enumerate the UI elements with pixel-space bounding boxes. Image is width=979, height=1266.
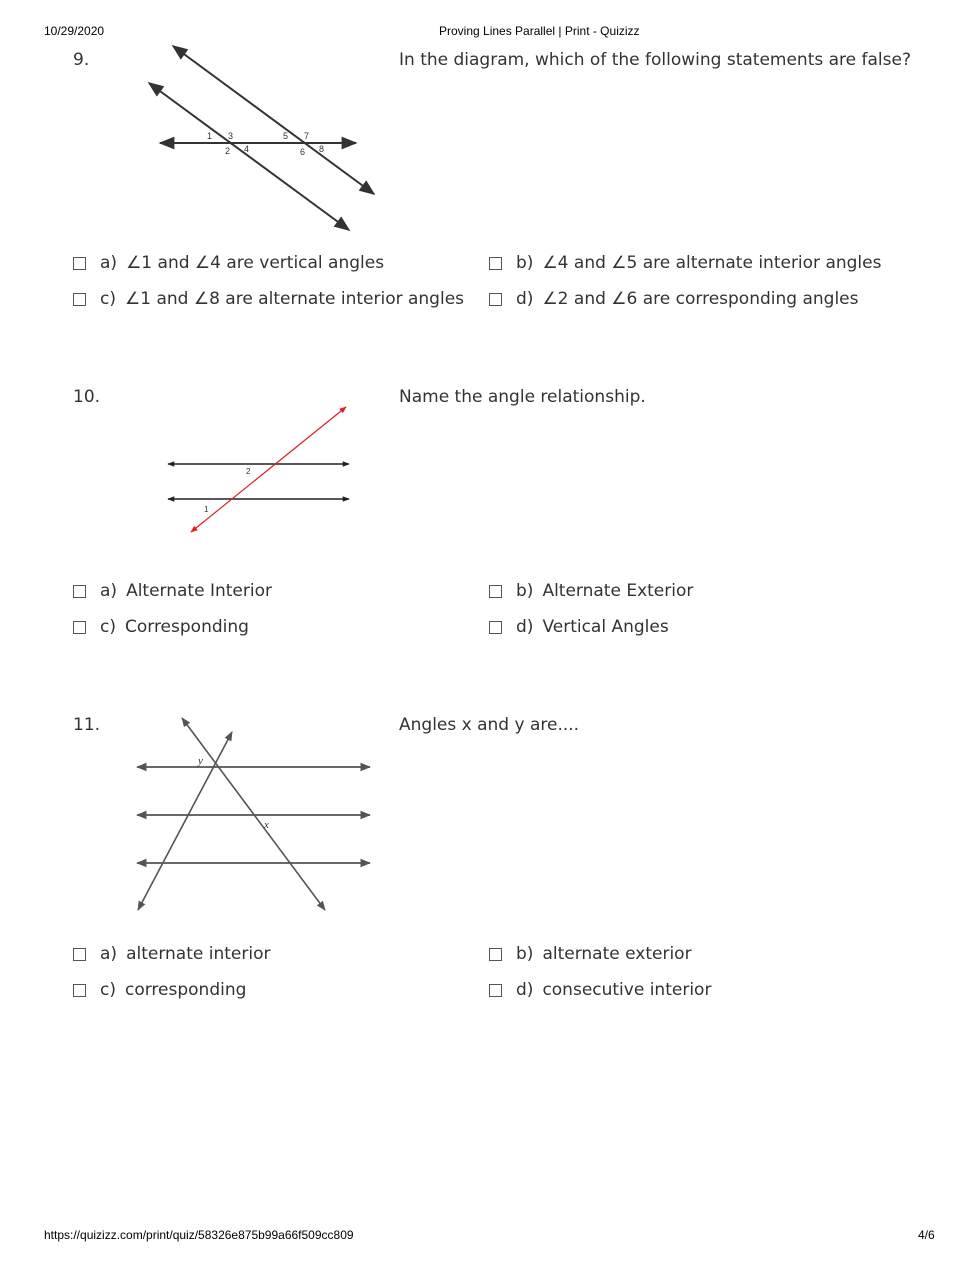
- option-letter: a): [100, 253, 118, 273]
- option-text: alternate interior: [126, 944, 271, 964]
- option-letter: a): [100, 581, 118, 601]
- option-letter: d): [516, 617, 534, 637]
- page-url: https://quizizz.com/print/quiz/58326e875b99a66f509cc809: [44, 1228, 354, 1242]
- angle-label: 2: [225, 146, 231, 156]
- question-text: Angles x and y are....: [399, 715, 580, 735]
- parallel-lines-diagram: [160, 400, 360, 540]
- option-text: Vertical Angles: [542, 617, 669, 637]
- checkbox[interactable]: [489, 948, 502, 961]
- option-b[interactable]: [489, 581, 693, 601]
- question-number: 11.: [73, 715, 101, 735]
- angle-label: 7: [304, 131, 310, 141]
- checkbox[interactable]: [73, 948, 86, 961]
- option-text: consecutive interior: [542, 980, 712, 1000]
- checkbox[interactable]: [489, 621, 502, 634]
- option-letter: b): [516, 944, 534, 964]
- angle-label: 1: [207, 131, 213, 141]
- option-text: ∠1 and ∠4 are vertical angles: [126, 253, 385, 273]
- option-text: alternate exterior: [542, 944, 692, 964]
- print-date: 10/29/2020: [44, 24, 105, 38]
- option-text: Alternate Exterior: [542, 581, 694, 601]
- option-text: ∠1 and ∠8 are alternate interior angles: [124, 289, 465, 309]
- transversal-line: [138, 732, 232, 910]
- option-a[interactable]: [73, 581, 272, 601]
- checkbox[interactable]: [73, 293, 86, 306]
- checkbox[interactable]: [489, 585, 502, 598]
- option-d[interactable]: [489, 980, 711, 1000]
- checkbox[interactable]: [489, 257, 502, 270]
- option-letter: a): [100, 944, 118, 964]
- angle-label: 4: [244, 144, 250, 154]
- option-letter: d): [516, 289, 534, 309]
- checkbox[interactable]: [73, 257, 86, 270]
- checkbox[interactable]: [73, 585, 86, 598]
- option-a[interactable]: [73, 944, 270, 964]
- transversal-line: [191, 407, 346, 532]
- option-text: ∠4 and ∠5 are alternate interior angles: [542, 253, 882, 273]
- question-number: 10.: [73, 387, 101, 407]
- option-b[interactable]: [489, 253, 881, 273]
- angle-label: 5: [283, 131, 289, 141]
- angle-label: 6: [300, 147, 306, 157]
- page-number: 4/6: [918, 1228, 935, 1242]
- option-c[interactable]: [73, 617, 249, 637]
- option-d[interactable]: [489, 289, 858, 309]
- option-letter: d): [516, 980, 534, 1000]
- option-c[interactable]: [73, 980, 246, 1000]
- option-d[interactable]: [489, 617, 669, 637]
- parallel-lines-diagram: [130, 712, 380, 917]
- parallel-line-lower: [149, 83, 349, 230]
- checkbox[interactable]: [73, 621, 86, 634]
- option-letter: b): [516, 581, 534, 601]
- question-number: 9.: [73, 50, 90, 70]
- checkbox[interactable]: [73, 984, 86, 997]
- option-b[interactable]: [489, 944, 692, 964]
- checkbox[interactable]: [489, 293, 502, 306]
- angle-label: 3: [228, 131, 234, 141]
- parallel-lines-diagram: [140, 40, 390, 240]
- option-text: Alternate Interior: [126, 581, 272, 601]
- option-text: ∠2 and ∠6 are corresponding angles: [542, 289, 859, 309]
- page-title: Proving Lines Parallel | Print - Quizizz: [439, 24, 640, 38]
- angle-label: 1: [204, 505, 209, 514]
- question-text: In the diagram, which of the following statements are false?: [399, 50, 911, 70]
- option-letter: c): [100, 980, 116, 1000]
- option-letter: b): [516, 253, 534, 273]
- option-a[interactable]: [73, 253, 384, 273]
- angle-label: 2: [246, 467, 251, 476]
- angle-label: y: [198, 755, 203, 767]
- option-text: Corresponding: [124, 617, 249, 637]
- angle-label: x: [264, 819, 269, 831]
- option-text: corresponding: [124, 980, 247, 1000]
- transversal-line: [182, 718, 325, 910]
- option-c[interactable]: [73, 289, 464, 309]
- parallel-line-upper: [173, 46, 374, 194]
- option-letter: c): [100, 289, 116, 309]
- checkbox[interactable]: [489, 984, 502, 997]
- question-text: Name the angle relationship.: [399, 387, 646, 407]
- option-letter: c): [100, 617, 116, 637]
- angle-label: 8: [319, 144, 325, 154]
